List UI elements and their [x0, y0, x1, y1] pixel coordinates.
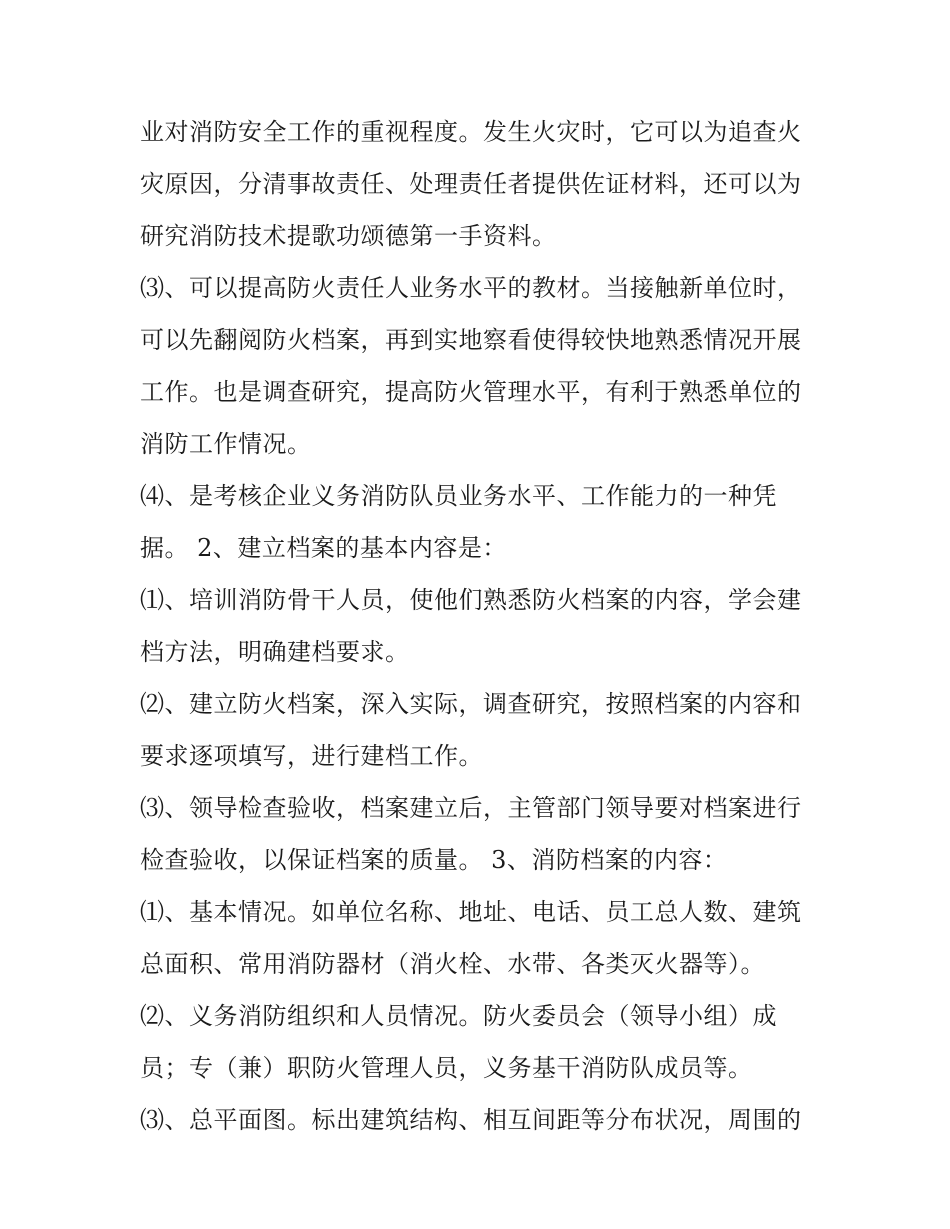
- text-line: 业对消防安全工作的重视程度。发生火灾时，它可以为追查火: [140, 118, 802, 146]
- text-line: 研究消防技术提歌功颂德第一手资料。: [140, 222, 557, 250]
- text-line: 据。 2、建立档案的基本内容是：: [140, 534, 507, 562]
- body-text: [140, 106, 820, 1146]
- text-line: 档方法，明确建档要求。: [140, 638, 410, 666]
- text-line: ⑵、义务消防组织和人员情况。防火委员会（领导小组）成: [140, 1002, 777, 1030]
- text-line: ⑶、可以提高防火责任人业务水平的教材。当接触新单位时，: [140, 274, 802, 302]
- text-line: 可以先翻阅防火档案，再到实地察看使得较快地熟悉情况开展: [140, 326, 802, 354]
- text-line: ⑶、领导检查验收，档案建立后，主管部门领导要对档案进行: [140, 794, 802, 822]
- text-line: 消防工作情况。: [140, 430, 312, 458]
- text-line: 检查验收，以保证档案的质量。 3、消防档案的内容：: [140, 846, 728, 874]
- text-line: 灾原因，分清事故责任、处理责任者提供佐证材料，还可以为: [140, 170, 802, 198]
- text-line: 员；专（兼）职防火管理人员，义务基干消防队成员等。: [140, 1054, 753, 1082]
- text-line: ⑴、培训消防骨干人员，使他们熟悉防火档案的内容，学会建: [140, 586, 802, 614]
- text-line: ⑶、总平面图。标出建筑结构、相互间距等分布状况，周围的: [140, 1106, 802, 1134]
- text-line: 总面积、常用消防器材（消火栓、水带、各类灭火器等）。: [140, 950, 765, 978]
- text-line: ⑵、建立防火档案，深入实际，调查研究，按照档案的内容和: [140, 690, 802, 718]
- text-line: 要求逐项填写，进行建档工作。: [140, 742, 483, 770]
- text-line: 工作。也是调查研究，提高防火管理水平，有利于熟悉单位的: [140, 378, 802, 406]
- text-line: ⑷、是考核企业义务消防队员业务水平、工作能力的一种凭: [140, 482, 777, 510]
- text-line: ⑴、基本情况。如单位名称、地址、电话、员工总人数、建筑: [140, 898, 802, 926]
